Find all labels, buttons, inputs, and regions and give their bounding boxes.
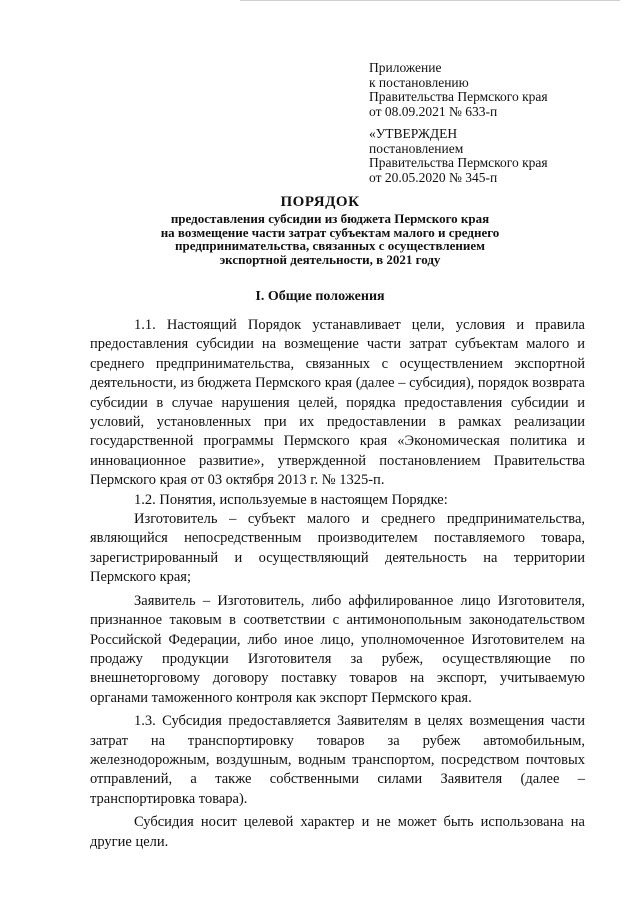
appendix-line: к постановлению (369, 74, 469, 90)
approved-line: от 20.05.2020 № 345-п (369, 169, 498, 185)
scan-edge-line (240, 0, 620, 1)
approved-line: постановлением (369, 140, 464, 156)
appendix-line: Правительства Пермского края (369, 89, 548, 104)
appendix-line: от 08.09.2021 № 633-п (369, 103, 498, 119)
document-body (90, 316, 585, 852)
paragraph-1-1: 1.1. Настоящий Порядок устанавливает цели, условия и правила предоставления субсидии на возмещение части затрат субъектам малого и среднего предпринимательства, связанных с осуществлением экспортной деятельности, из бюджета Пермского края (далее – субсидия), порядок возврата субсидии в случае нарушения целей, порядка предоставления субсидии и условий, установленных при их предоставлении в рамках реализации государственной программы Пермского края «Экономическая политика и инновационное развитие», утвержденной постановлением Правительства Пермского края от 03 октября 2013 г. № 1325-п. (90, 317, 585, 489)
paragraph-purpose: Субсидия носит целевой характер и не может быть использована на другие цели. (90, 814, 585, 850)
subtitle-line: предоставления субсидии из бюджета Пермского края (170, 211, 490, 226)
subtitle-line: предпринимательства, связанных с осуществлением (175, 238, 485, 253)
appendix-block (369, 61, 548, 119)
definition-manufacturer: Изготовитель – субъект малого и среднего предпринимательства, являющийся непосредственным производителем поставляемого товара, зарегистрированный и осуществляющий деятельность на территории Пермского края; (90, 511, 585, 586)
section-heading: I. Общие положения (255, 289, 385, 304)
paragraph-1-3: 1.3. Субсидия предоставляется Заявителям в целях возмещения части затрат на транспортировку товаров за рубеж автомобильным, железнодорожным, воздушным, водным транспортом, посредством почтовых отправлений, а также собственными силами Заявителя (далее – транспортировка товара). (90, 713, 585, 807)
definition-applicant: Заявитель – Изготовитель, либо аффилированное лицо Изготовителя, признанное таковым в соответствии с антимонопольным законодательством Российской Федерации, либо иное лицо, уполномоченное Изготовителем на продажу продукции Изготовителя за рубеж, осуществляющие по внешнеторговому договору поставку товаров на экспорт, учитываемую органами таможенного контроля как экспорт Пермского края. (90, 592, 585, 706)
approved-line: Правительства Пермского края (369, 155, 548, 170)
appendix-line: Приложение (369, 60, 442, 75)
approved-block (369, 127, 548, 185)
subtitle-line: экспортной деятельности, в 2021 году (219, 251, 441, 267)
document-subtitle (120, 212, 540, 266)
paragraph-1-2: 1.2. Понятия, используемые в настоящем Порядке: (134, 491, 448, 508)
subtitle-line: на возмещение части затрат субъектам малого и среднего (160, 224, 500, 240)
approved-line: «УТВЕРЖДЕН (369, 126, 458, 141)
document-title: ПОРЯДОК (280, 194, 360, 210)
